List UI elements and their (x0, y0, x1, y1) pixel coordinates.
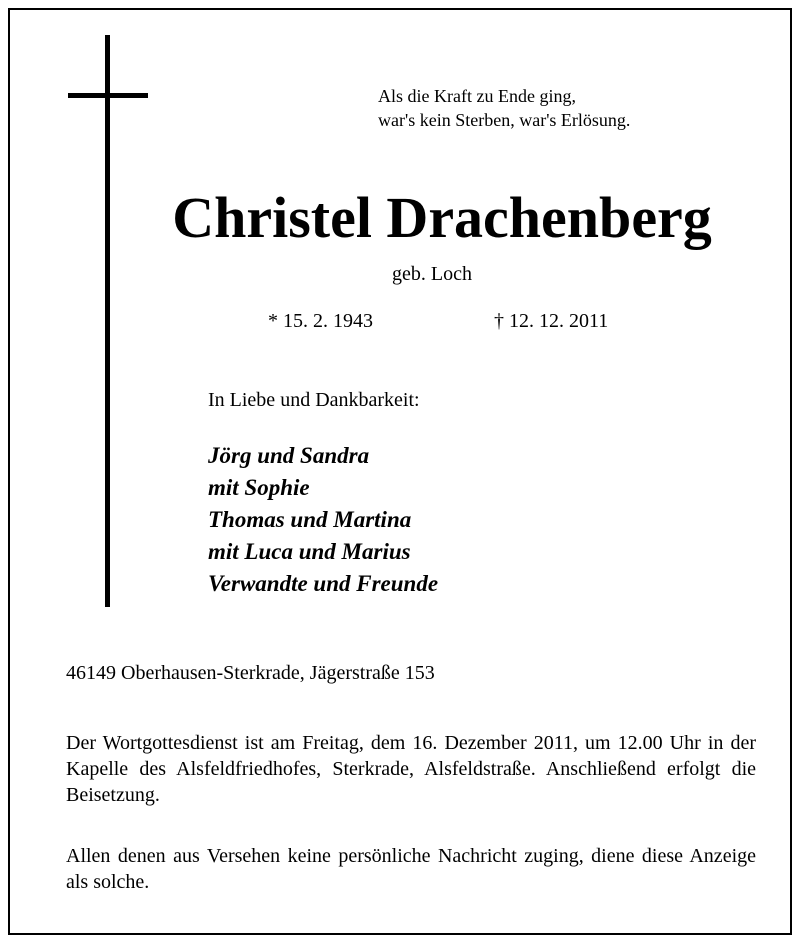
deceased-name: Christel Drachenberg (172, 185, 712, 250)
birth-date: * 15. 2. 1943 (268, 310, 373, 332)
obituary-notice (8, 8, 792, 935)
mourner-line: mit Sophie (208, 475, 310, 500)
motto-line-2: war's kein Sterben, war's Erlösung. (378, 110, 631, 130)
address: 46149 Oberhausen-Sterkrade, Jägerstraße 153 (66, 662, 435, 684)
mourner-line: Verwandte und Freunde (208, 571, 439, 596)
mourners-list (208, 440, 438, 600)
maiden-name: geb. Loch (392, 263, 472, 285)
cross-icon-vertical-beam (105, 35, 110, 607)
mourners-intro: In Liebe und Dankbarkeit: (208, 389, 420, 411)
mourner-line: mit Luca und Marius (208, 539, 411, 564)
service-announcement: Der Wortgottesdienst ist am Freitag, dem 16. Dezember 2011, um 12.00 Uhr in der Kapelle des Alsfeldfriedhofes, Sterkrade, Alsfeldstraße. Anschließend erfolgt die Beisetzung. (66, 732, 756, 806)
motto-line-1: Als die Kraft zu Ende ging, (378, 86, 576, 106)
death-date: † 12. 12. 2011 (494, 310, 609, 332)
closing-note: Allen denen aus Versehen keine persönliche Nachricht zuging, diene diese Anzeige als solche. (66, 845, 756, 893)
mourner-line: Thomas und Martina (208, 507, 412, 532)
motto (378, 84, 630, 132)
cross-icon-horizontal-beam (68, 93, 148, 98)
mourner-line: Jörg und Sandra (208, 443, 370, 468)
